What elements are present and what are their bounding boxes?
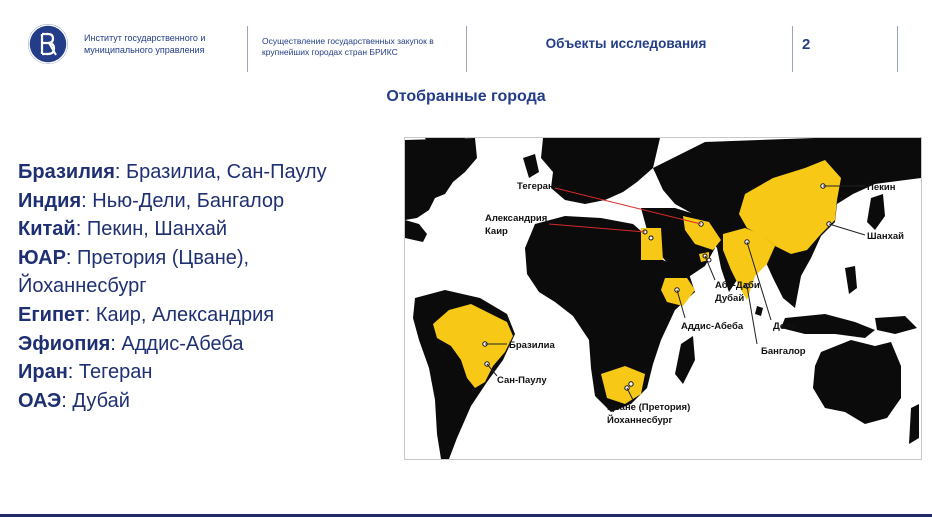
label-sao-paulo: Сан-Паулу [497,375,547,386]
list-item: ОАЭ: Дубай [18,389,130,412]
topic-line-2: крупнейших городах стран БРИКС [262,47,398,57]
city-names: Каир, Александрия [95,303,275,326]
new-guinea [875,316,917,334]
country-city-list [18,158,398,415]
british-isles [523,154,539,178]
new-zealand [909,404,919,444]
list-item: Китай: Пекин, Шанхай [18,218,227,241]
label-shanghai: Шанхай [867,231,904,242]
city-names: Нью-Дели, Бангалор [92,189,285,212]
sri-lanka [755,306,763,316]
label-beijing: Пекин [867,182,896,193]
label-addis-ababa: Аддис-Абеба [681,321,744,332]
city-marker [649,236,653,240]
list-item: ЮАР: Претория (Цване), Йоханнесбург [18,246,250,298]
country-name: ЮАР [18,246,66,269]
leader-line-shanghai [829,224,865,235]
label-abu-dhabi: Абу-Даби [715,280,760,291]
institute-name-line-2: муниципального управления [84,45,205,55]
country-name: Эфиопия [18,332,111,355]
europe [541,138,660,204]
label-pretoria: Цване (Претория) [607,402,691,413]
label-bangalore: Бангалор [761,346,806,357]
madagascar [675,336,695,384]
list-item: Эфиопия: Аддис-Абеба [18,332,244,355]
header-divider [792,26,793,72]
country-name: Египет [18,303,85,326]
city-names: Аддис-Абеба [121,332,244,355]
label-johannesburg: Йоханнесбург [607,415,673,426]
label-dubai: Дубай [715,293,745,304]
philippines [845,266,857,294]
city-names: Дубай [72,389,130,412]
country-name: Бразилия [18,161,115,183]
world-map [404,137,922,460]
label-alexandria: Александрия [485,213,548,224]
leader-line-bangalore [747,286,757,344]
presentation-topic [262,36,462,58]
list-item: Индия: Нью-Дели, Бангалор [18,189,285,212]
institute-name-line-1: Институт государственного и [84,33,206,43]
list-item: Египет: Каир, Александрия [18,303,275,326]
country-name: Китай [18,218,76,241]
header-divider [247,26,248,72]
slide-header [0,0,932,76]
country-name: Индия [18,189,82,212]
australia [813,340,901,424]
city-names: Пекин, Шанхай [86,218,227,241]
city-marker [629,382,633,386]
list-item: Иран: Тегеран [18,361,153,384]
country-name: Иран [18,361,68,384]
header-divider [466,26,467,72]
city-names: Претория (Цване), [77,246,250,269]
city-names: Тегеран [78,361,153,384]
city-names: Бразилиа, Сан-Паулу [126,161,327,183]
list-item: Бразилия: Бразилиа, Сан-Паулу [18,161,327,183]
japan [867,194,885,230]
slide-title: Отобранные города [386,88,546,105]
page-number: 2 [802,36,811,53]
label-tehran: Тегеран [517,181,554,192]
header-divider [897,26,898,72]
central-america [405,220,427,242]
section-title: Объекты исследования [545,36,707,51]
label-brasilia: Бразилиа [509,340,555,351]
institute-name [84,32,234,56]
label-delhi: Дели [773,321,798,332]
city-names: Йоханнесбург [18,275,147,298]
country-name: ОАЭ [18,389,62,412]
label-cairo: Каир [485,226,508,237]
topic-line-1: Осуществление государственных закупок в [262,36,434,46]
hse-logo-icon [28,24,68,64]
